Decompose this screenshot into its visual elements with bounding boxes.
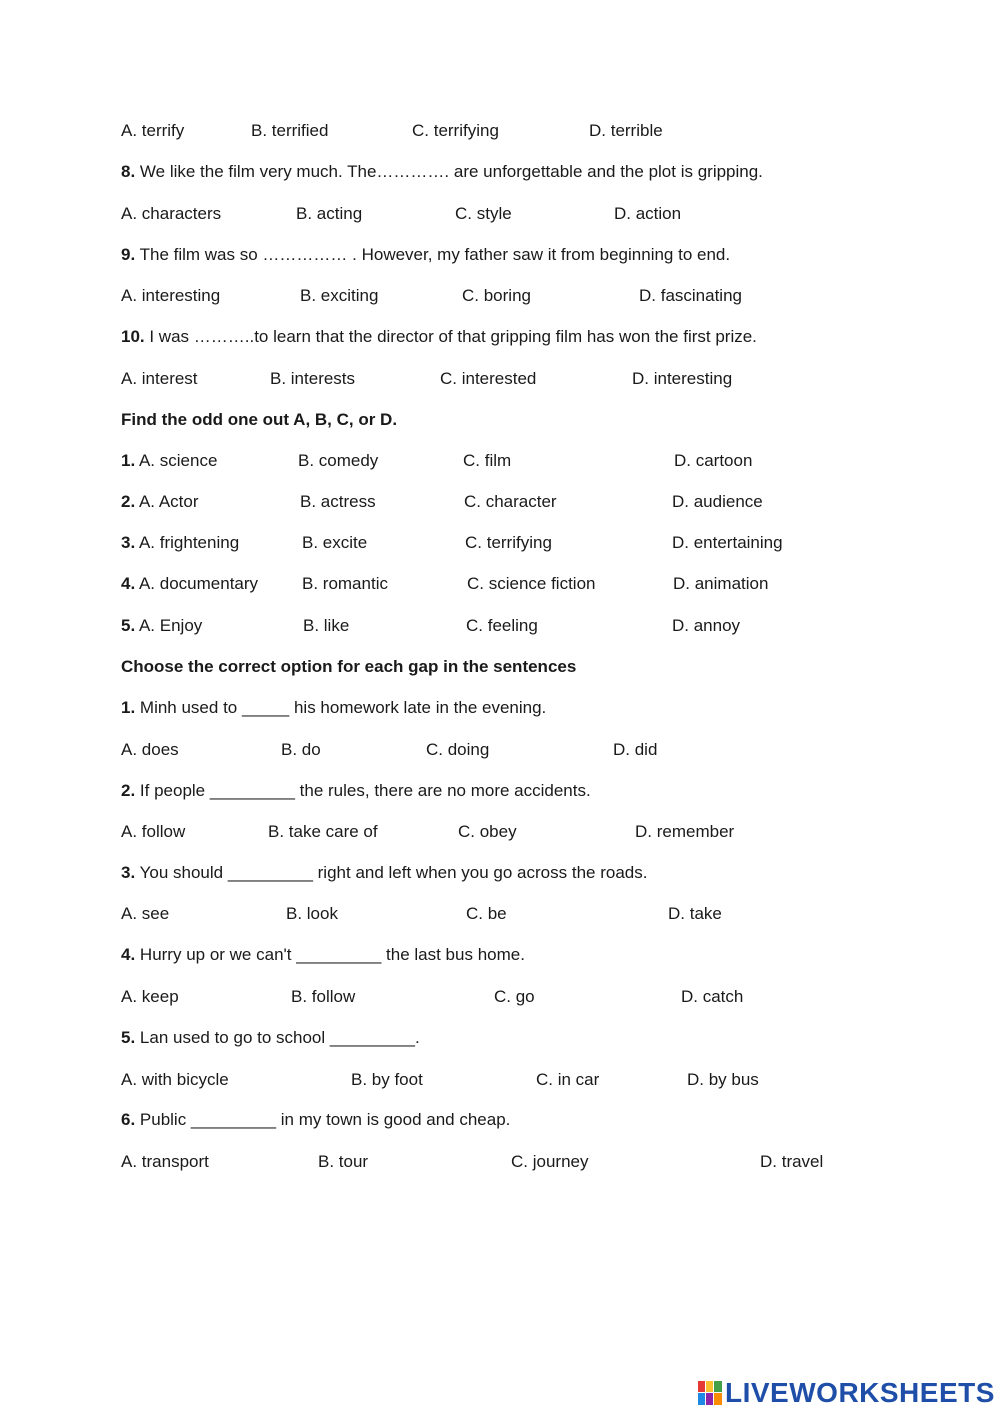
item-number: 1. — [121, 451, 136, 470]
option-a-text: A. science — [135, 451, 218, 470]
option-c[interactable]: C. go — [494, 987, 535, 1006]
option-b[interactable]: B. by foot — [351, 1070, 423, 1089]
option-a[interactable] — [121, 574, 258, 594]
gap-question-6 — [121, 1110, 510, 1130]
option-a-text: A. Actor — [135, 492, 199, 511]
question-text: Hurry up or we can't _________ the last bus home. — [135, 945, 525, 964]
question-text: The film was so …………… . However, my father saw it from beginning to end. — [135, 245, 731, 264]
question-number: 8. — [121, 162, 136, 181]
option-a[interactable] — [121, 492, 199, 512]
option-a[interactable] — [121, 451, 217, 471]
option-a[interactable]: A. terrify — [121, 121, 185, 140]
option-d[interactable]: D. take — [668, 904, 722, 923]
option-d[interactable]: D. remember — [635, 822, 735, 841]
option-b[interactable]: B. comedy — [298, 451, 379, 470]
option-b[interactable]: B. acting — [296, 204, 363, 223]
option-b[interactable]: B. romantic — [302, 574, 388, 593]
option-a[interactable]: A. see — [121, 904, 170, 923]
item-number: 5. — [121, 616, 136, 635]
option-b[interactable]: B. look — [286, 904, 338, 923]
option-a-text: A. Enjoy — [135, 616, 203, 635]
question-text: Public _________ in my town is good and cheap. — [135, 1110, 511, 1129]
option-d[interactable]: D. entertaining — [672, 533, 783, 552]
option-c[interactable]: C. in car — [536, 1070, 600, 1089]
option-c[interactable]: C. feeling — [466, 616, 538, 635]
option-b[interactable]: B. like — [303, 616, 350, 635]
section-heading-odd-one-out: Find the odd one out A, B, C, or D. — [121, 410, 398, 429]
option-c[interactable]: C. terrifying — [465, 533, 552, 552]
liveworksheets-logo-text: LIVEWORKSHEETS — [725, 1377, 995, 1408]
option-c[interactable]: C. style — [455, 204, 512, 223]
section-heading-gap-fill: Choose the correct option for each gap in the sentences — [121, 657, 577, 676]
option-d[interactable]: D. terrible — [589, 121, 663, 140]
option-a[interactable]: A. interesting — [121, 286, 221, 305]
option-a[interactable]: A. characters — [121, 204, 222, 223]
question-10 — [121, 327, 757, 347]
option-d[interactable]: D. action — [614, 204, 682, 223]
question-number: 5. — [121, 1028, 136, 1047]
item-number: 4. — [121, 574, 136, 593]
question-number: 4. — [121, 945, 136, 964]
question-8 — [121, 162, 763, 182]
question-number: 6. — [121, 1110, 136, 1129]
question-number: 3. — [121, 863, 136, 882]
question-text: Minh used to _____ his homework late in the evening. — [135, 698, 547, 717]
option-b[interactable]: B. tour — [318, 1152, 369, 1171]
option-b[interactable]: B. exciting — [300, 286, 379, 305]
option-b[interactable]: B. interests — [270, 369, 356, 388]
option-a[interactable]: A. keep — [121, 987, 179, 1006]
option-d[interactable]: D. annoy — [672, 616, 741, 635]
option-a[interactable]: A. follow — [121, 822, 186, 841]
option-d[interactable]: D. cartoon — [674, 451, 753, 470]
gap-question-1 — [121, 698, 546, 718]
option-c[interactable]: C. obey — [458, 822, 517, 841]
option-c[interactable]: C. terrifying — [412, 121, 499, 140]
gap-question-2 — [121, 781, 591, 801]
option-c[interactable]: C. interested — [440, 369, 537, 388]
option-d[interactable]: D. interesting — [632, 369, 733, 388]
question-text: You should _________ right and left when you go across the roads. — [135, 863, 648, 882]
option-b[interactable]: B. excite — [302, 533, 368, 552]
option-a[interactable]: A. does — [121, 740, 179, 759]
question-number: 2. — [121, 781, 136, 800]
option-d[interactable]: D. fascinating — [639, 286, 742, 305]
option-b[interactable]: B. do — [281, 740, 321, 759]
question-text: Lan used to go to school _________. — [135, 1028, 420, 1047]
option-d[interactable]: D. animation — [673, 574, 769, 593]
option-d[interactable]: D. audience — [672, 492, 763, 511]
option-a[interactable]: A. interest — [121, 369, 198, 388]
gap-question-5 — [121, 1028, 420, 1048]
option-c[interactable]: C. boring — [462, 286, 531, 305]
option-c[interactable]: C. doing — [426, 740, 490, 759]
option-c[interactable]: C. journey — [511, 1152, 589, 1171]
option-d[interactable]: D. did — [613, 740, 658, 759]
question-number: 1. — [121, 698, 136, 717]
item-number: 2. — [121, 492, 136, 511]
option-c[interactable]: C. science fiction — [467, 574, 596, 593]
option-a[interactable] — [121, 616, 202, 636]
option-c[interactable]: C. character — [464, 492, 557, 511]
option-d[interactable]: D. catch — [681, 987, 744, 1006]
option-a[interactable]: A. transport — [121, 1152, 209, 1171]
option-a[interactable]: A. with bicycle — [121, 1070, 229, 1089]
question-text: We like the film very much. The…………. are unforgettable and the plot is gripping. — [135, 162, 763, 181]
option-c[interactable]: C. be — [466, 904, 507, 923]
option-b[interactable]: B. actress — [300, 492, 376, 511]
option-b[interactable]: B. follow — [291, 987, 356, 1006]
item-number: 3. — [121, 533, 136, 552]
liveworksheets-logo-icon — [697, 1380, 723, 1406]
option-c[interactable]: C. film — [463, 451, 512, 470]
option-b[interactable]: B. take care of — [268, 822, 378, 841]
question-number: 9. — [121, 245, 136, 264]
option-a-text: A. documentary — [135, 574, 259, 593]
liveworksheets-logo — [697, 1378, 995, 1408]
gap-question-4 — [121, 945, 525, 965]
option-d[interactable]: D. travel — [760, 1152, 824, 1171]
question-9 — [121, 245, 730, 265]
option-a-text: A. frightening — [135, 533, 240, 552]
gap-question-3 — [121, 863, 647, 883]
question-text: If people _________ the rules, there are no more accidents. — [135, 781, 591, 800]
option-d[interactable]: D. by bus — [687, 1070, 759, 1089]
question-text: I was ………..to learn that the director of that gripping film has won the first prize. — [144, 327, 757, 346]
option-b[interactable]: B. terrified — [251, 121, 329, 140]
question-number: 10. — [121, 327, 145, 346]
option-a[interactable] — [121, 533, 239, 553]
